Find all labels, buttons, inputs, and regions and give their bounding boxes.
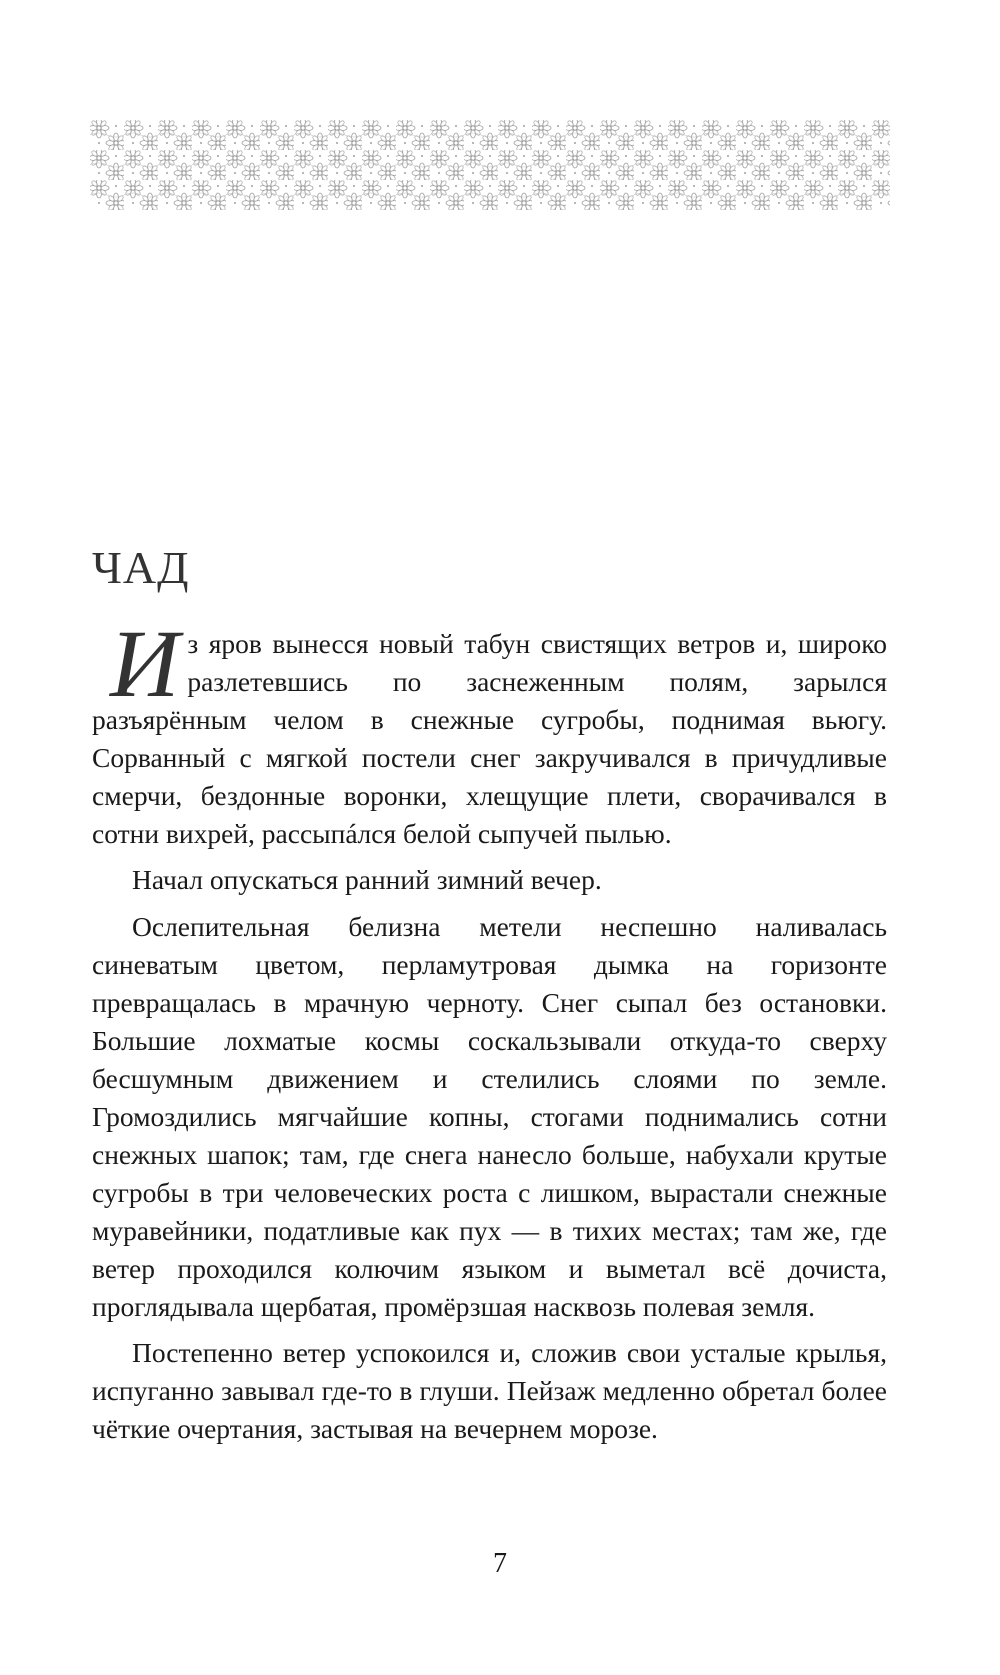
chapter-text [92, 610, 887, 1456]
lace-border-icon [90, 120, 890, 210]
dropcap-letter: И [110, 610, 180, 717]
paragraph: Постепенно ветер успокоился и, сложив свои усталые крылья, испуганно завывал где-то в глуши. Пейзаж медленно обретал более чёткие очертания, застывая на вечернем морозе. [92, 1336, 887, 1444]
chapter-title: ЧАД [92, 542, 190, 593]
paragraph [92, 610, 887, 853]
paragraph: Начал опускаться ранний зимний вечер. [132, 864, 602, 896]
paragraph: Ослепительная белизна метели неспешно наливалась синеватым цветом, перламутровая дымка на горизонте превращалась в мрачную черноту. Снег сыпал без остановки. Большие лохматые космы соскальзывали откуда-то сверху бесшумным движением и стелились слоями по земле. Громоздились мягчайшие копны, стогами поднимались сотни снежных шапок; там, где снега нанесло больше, набухали крутые сугробы в три человеческих роста с лишком, вырастали снежные муравейники, податливые как пух — в тихих местах; там же, где ветер проходился колючим языком и выметал всё дочиста, проглядывала щербатая, промёрзшая насквозь полевая земля. [92, 910, 887, 1322]
page-number: 7 [493, 1548, 507, 1579]
paragraph-text: з яров вынесся новый табун свистящих ветров и, широко разлетевшись по заснеженным полям, зарылся разъярённым челом в снежные сугробы, поднимая вьюгу. Сорванный с мягкой постели снег закручивался в причудливые смерчи, бездонные воронки, хлещущие плети, сворачивался в сотни вихрей, рассыпáлся белой сыпучей пылью. [92, 628, 887, 849]
